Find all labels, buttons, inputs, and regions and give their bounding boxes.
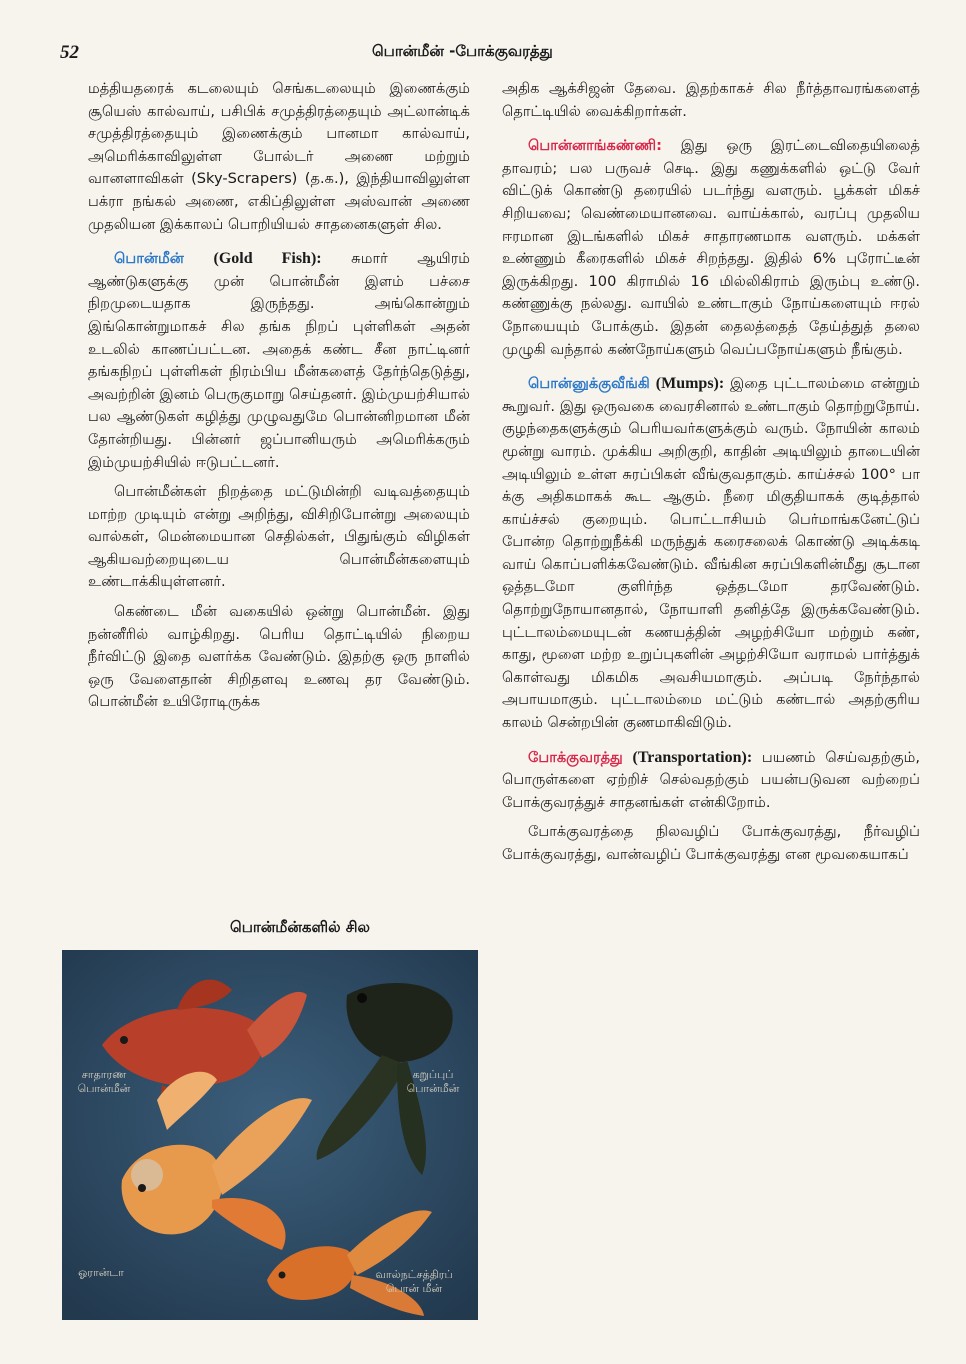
term-mumps-english: (Mumps): <box>655 375 725 393</box>
goldfish-drawing <box>62 950 478 1320</box>
label-common-goldfish: சாதாரண பொன்மீன் <box>77 1068 131 1095</box>
ponnanganni-text: இது ஒரு இரட்டைவிதையிலைத் தாவரம்; பல பருவச் செடி. இது கணுக்களில் ஒட்டு வேர் விட்டுக் கொண்டு தரையில் படர்ந்து வளரும். பூக்கள் மிகச் சிறியவை; வெண்மையானவை. வாய்க்கால், வரப்பு முதலிய ஈரமான இடங்களில் மிகச் சாதாரணமாக வளரும். மக்கள் உண்ணும் கீரைகளில் மிகச் சிறந்தது. இதில் 6% புரோட்டீன் இருக்கிறது. 100 கிராமில் 16 மில்லிகிராம் இரும்பு உண்டு. கண்ணுக்கு நல்லது. வாயில் உண்டாகும் நோய்களையும் ஈரல் நோயையும் போக்கும். இதன் தைலத்தைத் தேய்த்துத் தலை முழுகி வந்தால் கண்நோய்களும் வெப்பநோய்களும் நீங்கும். <box>502 137 920 358</box>
goldfish-text: சுமார் ஆயிரம் ஆண்டுகளுக்கு முன் பொன்மீன் இளம் பச்சை நிறமுடையதாக இருந்தது. அங்கொன்றும் இங்கொன்றுமாகச் சில தங்க நிறப் புள்ளிகள் அதன் உடலில் காணப்பட்டன. அதைக் கண்ட சீன நாட்டினர் தங்கநிறப் புள்ளிகள் நிரம்பிய மீன்களைத் தேர்ந்தெடுத்து, அவற்றின் இனம் பெருகுமாறு செய்தனர். இம்முயற்சியால் பல ஆண்டுகள் கழித்து முழுவதுமே பொன்னிறமான மீன் தோன்றியது. பின்னர் ஜப்பானியரும் அமெரிக்கரும் இம்முயற்சியில் ஈடுபட்டனர். <box>88 250 470 471</box>
term-goldfish: பொன்மீன் <box>114 250 184 268</box>
paragraph-goldfish-care: கெண்டை மீன் வகையில் ஒன்று பொன்மீன். இது நன்னீரில் வாழ்கிறது. பெரிய தொட்டியில் நிறைய நீர்விட்டு இதை வளர்க்க வேண்டும். இதற்கு ஒரு நாளில் ஒரு வேளைதான் சிறிதளவு உணவு தர வேண்டும். பொன்மீன் உயிரோடிருக்க <box>88 603 470 711</box>
left-column <box>88 78 470 721</box>
label-black-goldfish: கறுப்புப் பொன்மீன் <box>406 1068 460 1095</box>
paragraph-transport-types: போக்குவரத்தை நிலவழிப் போக்குவரத்து, நீர்வழிப் போக்குவரத்து, வான்வழிப் போக்குவரத்து என மூவகையாகப் <box>502 823 920 863</box>
paragraph-goldfish-shapes: பொன்மீன்கள் நிறத்தை மட்டுமின்றி வடிவத்தையும் மாற்ற முடியும் என்று அறிந்து, விசிறிபோன்று அலையும் வால்கள், மென்மையான செதில்கள், பிதுங்கும் விழிகள் ஆகியவற்றையுடைய பொன்மீன்களையும் உண்டாக்கியுள்ளனர். <box>88 483 470 591</box>
mumps-text: இதை புட்டாலம்மை என்றும் கூறுவர். இது ஒருவகை வைரசினால் உண்டாகும் தொற்றுநோய். குழந்தைகளுக்கும் பெரியவர்களுக்கும் வரும். நோயின் காலம் மூன்று வாரம். முக்கிய அறிகுறி, காதின் அடியிலும் தாடையின் அடியிலும் உள்ள சுரப்பிகள் வீங்குவதாகும். காய்ச்சல் 100° பா க்கு அதிகமாகக் கூட ஆகும். நீரை மிகுதியாகக் குடித்தால் காய்ச்சல் குறையும். பொட்டாசியம் பெர்மாங்கனேட்டுப் போன்ற தொற்றுநீக்கி மருந்துக் கரைசலைக் கொண்டு அடிக்கடி வாய் கொப்பளிக்கவேண்டும். வீங்கின சுரப்பிகளின்மீது சூடான ஒத்தடமோ குளிர்ந்த ஒத்தடமோ தரவேண்டும். தொற்றுநோயானதால், நோயாளி தனித்தே இருக்கவேண்டும். புட்டாலம்மையுடன் கணயத்தின் அழற்சியோ மற்றும் கண், காது, மூளை மற்ற உறுப்புகளின் அழற்சியோ வராமல் பார்த்துக் கொள்வது மிகமிக அவசியமாகும். அப்படி நேர்ந்தால் அபாயமாகும். புட்டாலம்மை மட்டும் கண்டால் அதற்குரிய காலம் சென்றபின் குணமாகிவிடும். <box>502 375 920 732</box>
paragraph-oxygen: அதிக ஆக்சிஜன் தேவை. இதற்காகச் சில நீர்த்தாவரங்களைத் தொட்டியில் வைக்கிறார்கள். <box>502 80 920 120</box>
paragraph-ponnanganni <box>502 135 920 361</box>
term-ponnanganni: பொன்னாங்கண்ணி: <box>528 137 663 155</box>
goldfish-illustration <box>62 950 478 1320</box>
transport-text: பயணம் செய்வதற்கும், பொருள்களை ஏற்றிச் செல்வதற்கும் பயன்படுவன வற்றைப் போக்குவரத்துச் சாதனங்கள் என்கிறோம். <box>502 748 920 811</box>
paragraph-goldfish <box>88 248 470 474</box>
running-title: பொன்மீன் -போக்குவரத்து <box>372 42 553 60</box>
paragraph-engineering: மத்தியதரைக் கடலையும் செங்கடலையும் இணைக்கும் சூயெஸ் கால்வாய், பசிபிக் சமுத்திரத்தையும் அட்லான்டிக் சமுத்திரத்தையும் இணைக்கும் பானமா கால்வாய், அமெரிக்காவிலுள்ள போல்டர் அணை மற்றும் வானளாவிகள் (Sky-Scrapers) (த.க.), இந்தியாவிலுள்ள பக்ரா நங்கல் அணை, எகிப்திலுள்ள அஸ்வான் அணை முதலியன இக்காலப் பொறியியல் சாதனைகளுள் சில. <box>88 80 470 233</box>
paragraph-mumps <box>502 373 920 735</box>
term-goldfish-english: (Gold Fish): <box>213 250 322 268</box>
right-column <box>502 78 920 874</box>
label-oranda: ஓரான்டா <box>78 1266 124 1279</box>
paragraph-transport <box>502 747 920 815</box>
figure-caption: பொன்மீன்களில் சில <box>230 918 370 936</box>
page-number: 52 <box>60 42 79 63</box>
label-comet-goldfish: வால்நட்சத்திரப் பொன் மீன் <box>375 1268 453 1295</box>
term-transport: போக்குவரத்து <box>528 748 623 766</box>
term-transport-english: (Transportation): <box>632 748 753 766</box>
term-mumps: பொன்னுக்குவீங்கி <box>528 375 650 393</box>
